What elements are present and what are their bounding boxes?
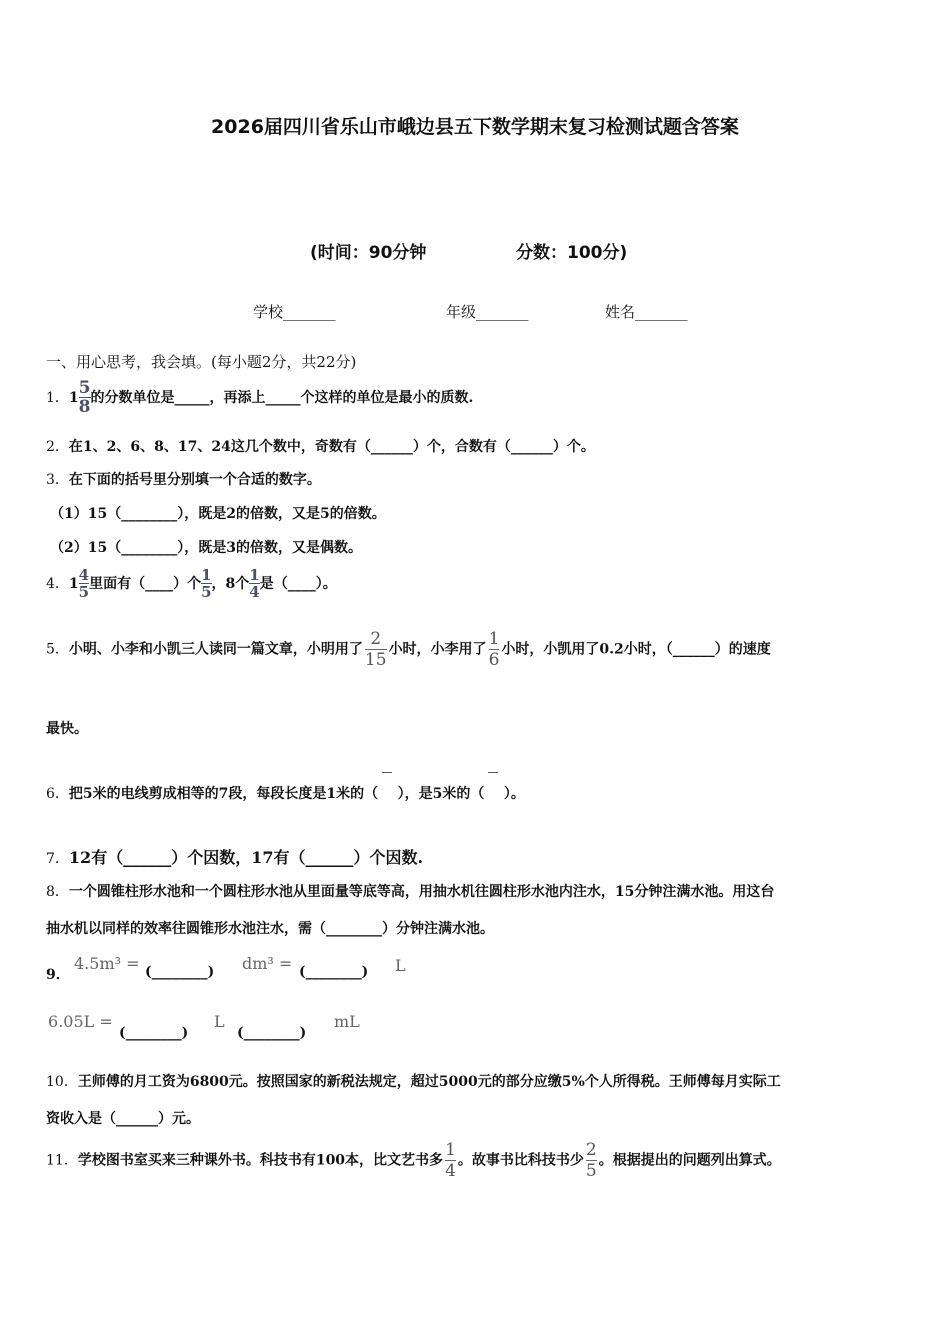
question-text: 王师傅的月工资为6800元。按照国家的新税法规定，超过5000元的部分应缴5%个人所得税。王师傅每月实际工: [77, 1074, 781, 1090]
numerator: 1: [201, 566, 212, 584]
question-10-continued: 资收入是（______）元。: [46, 1111, 200, 1127]
fraction: [79, 380, 91, 416]
question-1: [46, 380, 473, 416]
answer-blank: (________): [299, 964, 369, 980]
question-9-number: 9．: [46, 967, 70, 983]
fraction: [201, 568, 211, 600]
question-text: 里面有（____）个: [89, 576, 202, 592]
question-6: [46, 783, 525, 803]
question-text: ，8个: [211, 576, 250, 592]
denominator: 5: [201, 583, 212, 601]
question-5-continued: 最快。: [46, 721, 88, 737]
fraction: [489, 630, 500, 669]
answer-blank: (________): [237, 1025, 307, 1041]
exam-score: 分数：100分): [516, 243, 628, 263]
school-field: 学校_______: [253, 303, 336, 321]
question-text: 的分数单位是_____，再添上_____个这样的单位是最小的质数.: [90, 390, 474, 406]
numerator: 1: [249, 566, 260, 584]
question-2: [46, 436, 595, 456]
unit-label: mL: [334, 1012, 360, 1031]
question-text: 。故事书比科技书少: [457, 1152, 584, 1169]
unit-label: L: [214, 1012, 225, 1031]
numerator: 1: [445, 1140, 456, 1160]
answer-blank: (________): [145, 964, 215, 980]
fraction-placeholder: [378, 786, 398, 802]
mixed-whole: 1: [68, 390, 79, 406]
fraction: [365, 630, 387, 669]
numerator: 2: [585, 1140, 597, 1160]
unit-label: L: [395, 956, 406, 975]
question-number: 5．: [46, 641, 69, 658]
question-number: 10．: [46, 1074, 78, 1090]
question-text: 。根据提出的问题列出算式。: [598, 1152, 781, 1169]
question-number: 6．: [46, 786, 69, 802]
name-field: 姓名_______: [605, 303, 688, 321]
question-text: 一个圆锥柱形水池和一个圆柱形水池从里面量等底等高，用抽水机往圆柱形水池内注水，15分钟注满水池。用这台: [68, 884, 775, 900]
denominator: 6: [488, 649, 500, 670]
unit-expression: 4.5m³ =: [74, 954, 140, 973]
question-text: 小明、小李和小凯三人读同一篇文章，小明用了: [68, 641, 363, 658]
grade-field: 年级_______: [446, 303, 529, 321]
denominator: 15: [364, 649, 387, 670]
fraction: [445, 1141, 456, 1180]
section-heading: 一、用心思考，我会填。(每小题2分，共22分): [46, 353, 357, 371]
denominator: 4: [445, 1160, 456, 1181]
denominator: 8: [78, 397, 91, 417]
fraction-placeholder: [484, 786, 504, 802]
numerator: 2: [370, 629, 382, 649]
question-text: ）。: [503, 786, 525, 802]
question-7: [46, 845, 423, 868]
question-3-part-2: （2）15（________），既是3的倍数，又是偶数。: [50, 540, 362, 556]
question-number: 2．: [46, 439, 69, 455]
fraction: [586, 1141, 597, 1180]
exam-time: (时间：90分钟: [310, 243, 427, 263]
question-number: 3．: [46, 472, 69, 488]
question-number: 1．: [46, 390, 69, 406]
question-number: 11．: [46, 1152, 78, 1169]
mixed-whole: 1: [68, 576, 79, 592]
denominator: 5: [78, 583, 90, 601]
question-text: 学校图书室买来三种课外书。科技书有100本，比文艺书多: [77, 1152, 444, 1169]
question-text: 把5米的电线剪成相等的7段，每段长度是1米的（: [68, 786, 379, 802]
question-text: 小时，小李用了: [388, 641, 487, 658]
question-10: [46, 1071, 781, 1091]
question-3: [46, 469, 321, 489]
question-8-continued: 抽水机以同样的效率往圆锥形水池注水，需（________）分钟注满水池。: [46, 921, 494, 937]
answer-blank: (________): [119, 1025, 189, 1041]
numerator: 5: [78, 378, 91, 398]
question-8: [46, 881, 774, 901]
numerator: 1: [488, 629, 500, 649]
denominator: 5: [585, 1160, 597, 1181]
question-text: 在1、2、6、8、17、24这几个数中，奇数有（______）个，合数有（______）个。: [68, 439, 595, 455]
question-text: 是（____）。: [259, 576, 337, 592]
denominator: 4: [249, 583, 260, 601]
question-text: 在下面的括号里分别填一个合适的数字。: [68, 472, 321, 488]
page-title: 2026届四川省乐山市峨边县五下数学期末复习检测试题含答案: [211, 116, 739, 138]
question-3-part-1: （1）15（________），既是2的倍数，又是5的倍数。: [50, 506, 386, 522]
question-text: 小时，小凯用了0.2小时，（______）的速度: [501, 641, 771, 658]
question-text: ），是5米的（: [397, 786, 485, 802]
question-4: [46, 568, 337, 600]
question-text: 12有（______）个因数，17有（______）个因数.: [68, 848, 424, 867]
unit-expression: 6.05L =: [48, 1012, 113, 1031]
unit-expression: dm³ =: [242, 954, 293, 973]
question-5: [46, 630, 771, 669]
question-number: 4．: [46, 576, 69, 592]
fraction: [249, 568, 259, 600]
numerator: 4: [78, 566, 90, 584]
question-number: 7．: [46, 851, 69, 867]
question-11: [46, 1141, 781, 1180]
fraction: [79, 568, 89, 600]
question-number: 8．: [46, 884, 69, 900]
